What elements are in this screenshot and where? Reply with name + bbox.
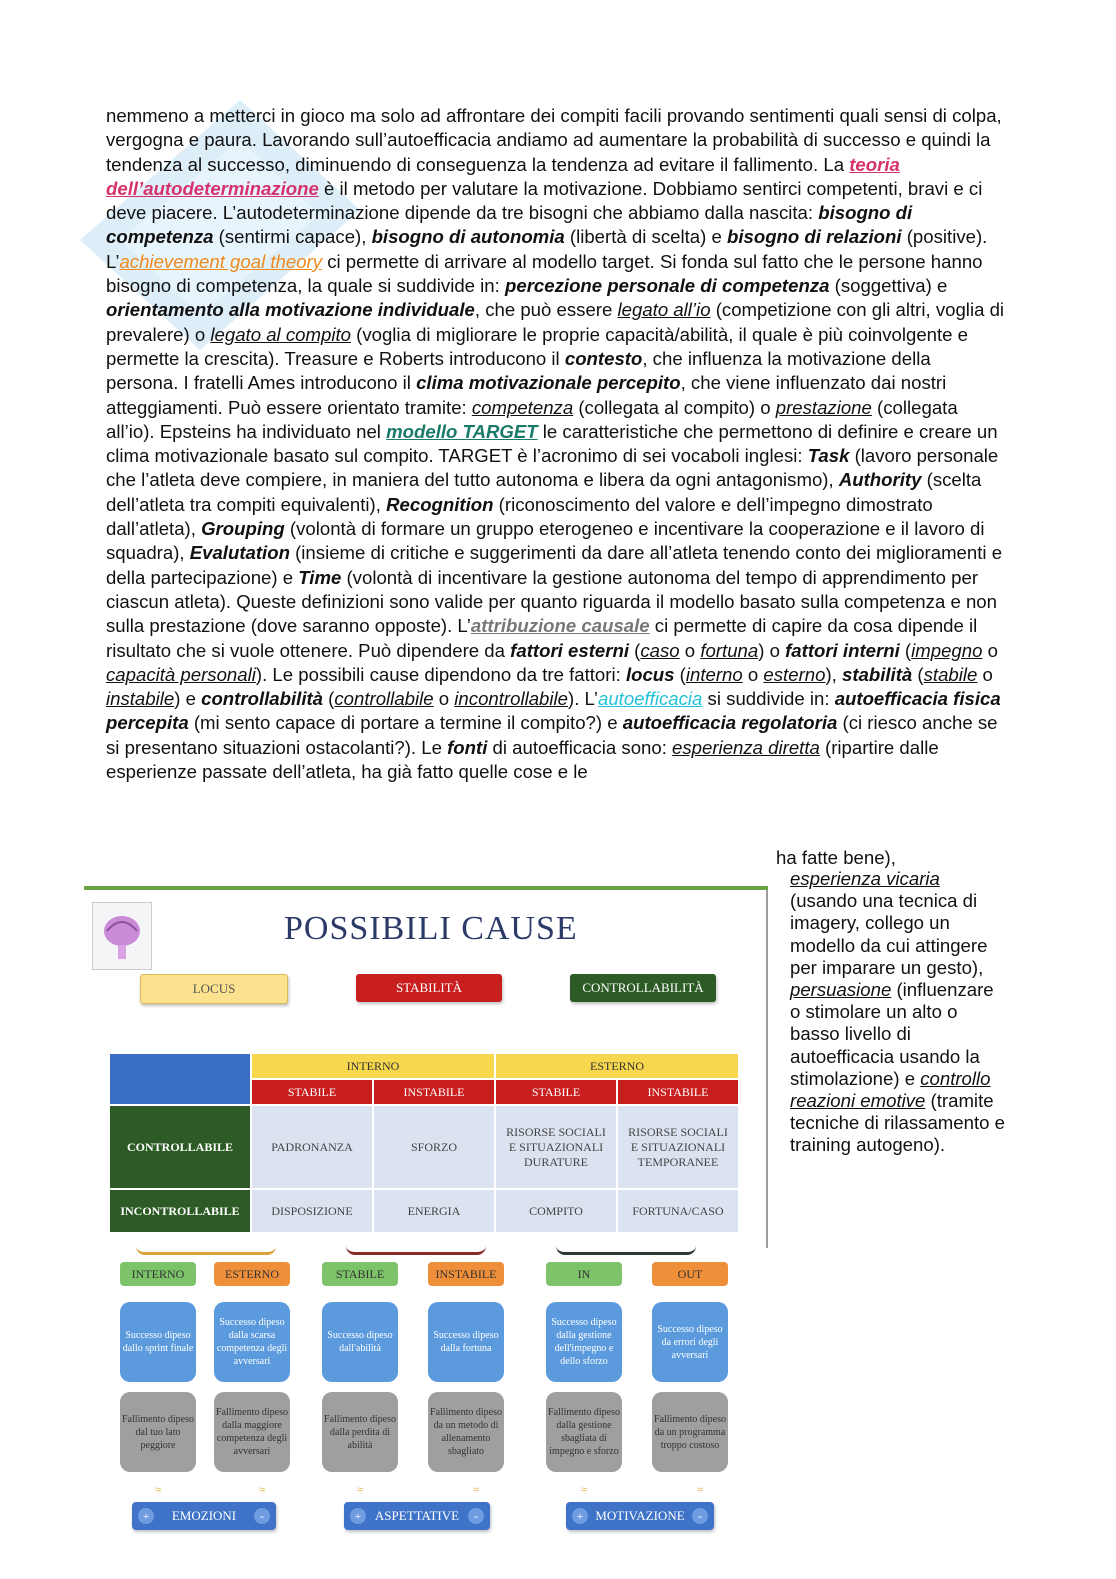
minus-icon[interactable]: - [468, 1508, 484, 1524]
main-paragraph: nemmeno a metterci in gioco ma solo ad affrontare dei compiti facili provando sentimenti quali sensi di colpa, vergogna e paura. Lavorando sull’autoefficacia andiamo ad aumentare la probabilità di successo e quindi la tendenza al successo, diminuendo di conseguenza la tendenza ad evitare il fallimento. La teoria dell’autodeterminazione è il metodo per valutare la motivazione. Dobbiamo sentirci competenti, bravi e ci deve piacere. L’autodeterminazione dipende da tre bisogni che abbiamo dalla nascita: bisogno di competenza (sentirmi capace), bisogno di autonomia (libertà di scelta) e bisogno di relazioni (positive). L’achievement goal theory ci permette di arrivare al modello target. Si fonda sul fatto che le persone hanno bisogno di competenza, la quale si suddivide in: percezione personale di competenza (soggettiva) e orientamento alla motivazione individuale, che può essere legato all’io (competizione con gli altri, voglia di prevalere) o legato al compito (voglia di migliorare le proprie capacità/abilità, il quale è più coinvolgente e permette la crescita). Treasure e Roberts introducono il contesto, che influenza la motivazione della persona. I fratelli Ames introducono il clima motivazionale percepito, che viene influenzato dai nostri atteggiamenti. Può essere orientato tramite: competenza (collegata al compito) o prestazione (collegata all’io). Epsteins ha individuato nel modello TARGET le caratteristiche che permettono di definire e creare un clima motivazionale basato sul compito. TARGET è l’acronimo di sei vocaboli inglesi: Task (lavoro personale che l’atleta deve compiere, in maniera del tutto autonoma e libera da ogni antagonismo), Authority (scelta dell’atleta tra compiti equivalenti), Recognition (riconoscimento del valore e dell’impegno dimostrato dall’atleta), Grouping (volontà di formare un gruppo eterogeneo e incentivare la cooperazione e il lavoro di squadra), Evalutation (insieme di critiche e suggerimenti da dare all’atleta tenendo conto dei miglioramenti e della partecipazione) e Time (volontà di incentivare la gestione autonoma del tempo di apprendimento per ciascun atleta). Queste definizioni sono valide per quanto riguarda il modello basato sulla competenza e non sulla prestazione (dove saranno opposte). L’attribuzione causale ci permette di capire da cosa dipende il risultato che si vuole ottenere. Può dipendere da fattori esterni (caso o fortuna) o fattori interni (impegno o capacità personali). Le possibili cause dipendono da tre fattori: locus (interno o esterno), stabilità (stabile o instabile) e controllabilità (controllabile o incontrollabile). L’autoefficacia si suddivide in: autoefficacia fisica percepita (mi sento capace di portare a termine il compito?) e autoefficacia regolatoria (ci riesco anche se si presentano situazioni ostacolanti?). Le fonti di autoefficacia sono: esperienza diretta (ripartire dalle esperienze passate dell’atleta, ha già fatto quelle cose e le [106, 105, 1005, 783]
sub-header: INSTABILE [373, 1079, 495, 1105]
success-box: Successo dipeso dall'abilità [322, 1302, 398, 1382]
row-label: CONTROLLABILE [109, 1105, 251, 1189]
failure-box: Fallimento dipeso dalla perdita di abilità [322, 1392, 398, 1472]
link-autodeterminazione: teoria dell’autodeterminazione [106, 153, 900, 199]
plus-icon[interactable]: + [138, 1508, 154, 1524]
arc-decoration [136, 1246, 276, 1255]
link-attribuzione-causale: attribuzione causale [470, 615, 650, 637]
stabilita-label: STABILITÀ [356, 974, 502, 1002]
tag-instabile: INSTABILE [428, 1262, 504, 1286]
figure-title: POSSIBILI CAUSE [284, 910, 578, 947]
link-modello-target: modello TARGET [386, 420, 538, 442]
table-cell: DISPOSIZIONE [251, 1189, 373, 1233]
link-achievement-goal: achievement goal theory [119, 250, 323, 272]
motivazione-label: MOTIVAZIONE [595, 1508, 685, 1523]
possibili-cause-figure [84, 886, 768, 1246]
paragraph-tail: ha fatte bene), [776, 847, 896, 868]
table-cell: COMPITO [495, 1189, 617, 1233]
sub-header: STABILE [251, 1079, 373, 1105]
tag-interno: INTERNO [120, 1262, 196, 1286]
failure-box: Fallimento dipeso da un programma troppo costoso [652, 1392, 728, 1472]
chevron-down-icon: ≈ [696, 1484, 704, 1496]
plus-icon[interactable]: + [572, 1508, 588, 1524]
tag-out: OUT [652, 1262, 728, 1286]
group-header: INTERNO [251, 1053, 495, 1079]
tag-esterno: ESTERNO [214, 1262, 290, 1286]
table-cell: SFORZO [373, 1105, 495, 1189]
success-box: Successo dipeso dalla fortuna [428, 1302, 504, 1382]
emozioni-label: EMOZIONI [171, 1508, 237, 1523]
plus-icon[interactable]: + [350, 1508, 366, 1524]
success-box: Successo dipeso dalla scarsa competenza degli avversari [214, 1302, 290, 1382]
minus-icon[interactable]: - [692, 1508, 708, 1524]
sub-header: INSTABILE [617, 1079, 739, 1105]
chevron-down-icon: ≈ [580, 1484, 588, 1496]
success-box: Successo dipeso da errori degli avversari [652, 1302, 728, 1382]
emozioni-button[interactable] [132, 1502, 276, 1530]
minus-icon[interactable]: - [254, 1508, 270, 1524]
table-cell: RISORSE SOCIALI E SITUAZIONALI TEMPORANEE [617, 1105, 739, 1189]
locus-label: LOCUS [140, 974, 288, 1004]
side-paragraph: esperienza vicaria (usando una tecnica di imagery, collego un modello da cui attingere per imparare un gesto), persuasione (influenzare o stimolare un alto o basso livello di autoefficacia usando la stimolazione) e controllo reazioni emotive (tramite tecniche di rilassamento e training autogeno). [790, 868, 1005, 1156]
brain-icon [92, 902, 152, 970]
failure-box: Fallimento dipeso da un metodo di allenamento sbagliato [428, 1392, 504, 1472]
aspettative-label: ASPETTATIVE [374, 1508, 460, 1523]
link-autoefficacia: autoefficacia [597, 688, 703, 710]
table-cell: RISORSE SOCIALI E SITUAZIONALI DURATURE [495, 1105, 617, 1189]
failure-box: Fallimento dipeso dalla maggiore competenza degli avversari [214, 1392, 290, 1472]
table-cell: ENERGIA [373, 1189, 495, 1233]
failure-box: Fallimento dipeso dal tuo lato peggiore [120, 1392, 196, 1472]
failure-box: Fallimento dipeso dalla gestione sbagliata di impegno e sforzo [546, 1392, 622, 1472]
chevron-down-icon: ≈ [356, 1484, 364, 1496]
figure-top-border [84, 886, 768, 890]
row-label: INCONTROLLABILE [109, 1189, 251, 1233]
table-cell: FORTUNA/CASO [617, 1189, 739, 1233]
arc-decoration [556, 1246, 696, 1255]
success-box: Successo dipeso dallo sprint finale [120, 1302, 196, 1382]
table-cell: PADRONANZA [251, 1105, 373, 1189]
tag-in: IN [546, 1262, 622, 1286]
table-corner [109, 1053, 251, 1105]
sub-header: STABILE [495, 1079, 617, 1105]
success-box: Successo dipeso dalla gestione dell'impegno e dello sforzo [546, 1302, 622, 1382]
aspettative-button[interactable] [344, 1502, 490, 1530]
group-header: ESTERNO [495, 1053, 739, 1079]
chevron-down-icon: ≈ [258, 1484, 266, 1496]
chevron-down-icon: ≈ [154, 1484, 162, 1496]
figure-side-border [766, 890, 768, 1248]
attribution-figure [106, 1246, 746, 1546]
controllabilita-label: CONTROLLABILITÀ [570, 974, 716, 1002]
motivazione-button[interactable] [566, 1502, 714, 1530]
chevron-down-icon: ≈ [472, 1484, 480, 1496]
cause-table [108, 1052, 740, 1234]
arc-decoration [346, 1246, 486, 1255]
tag-stabile: STABILE [322, 1262, 398, 1286]
